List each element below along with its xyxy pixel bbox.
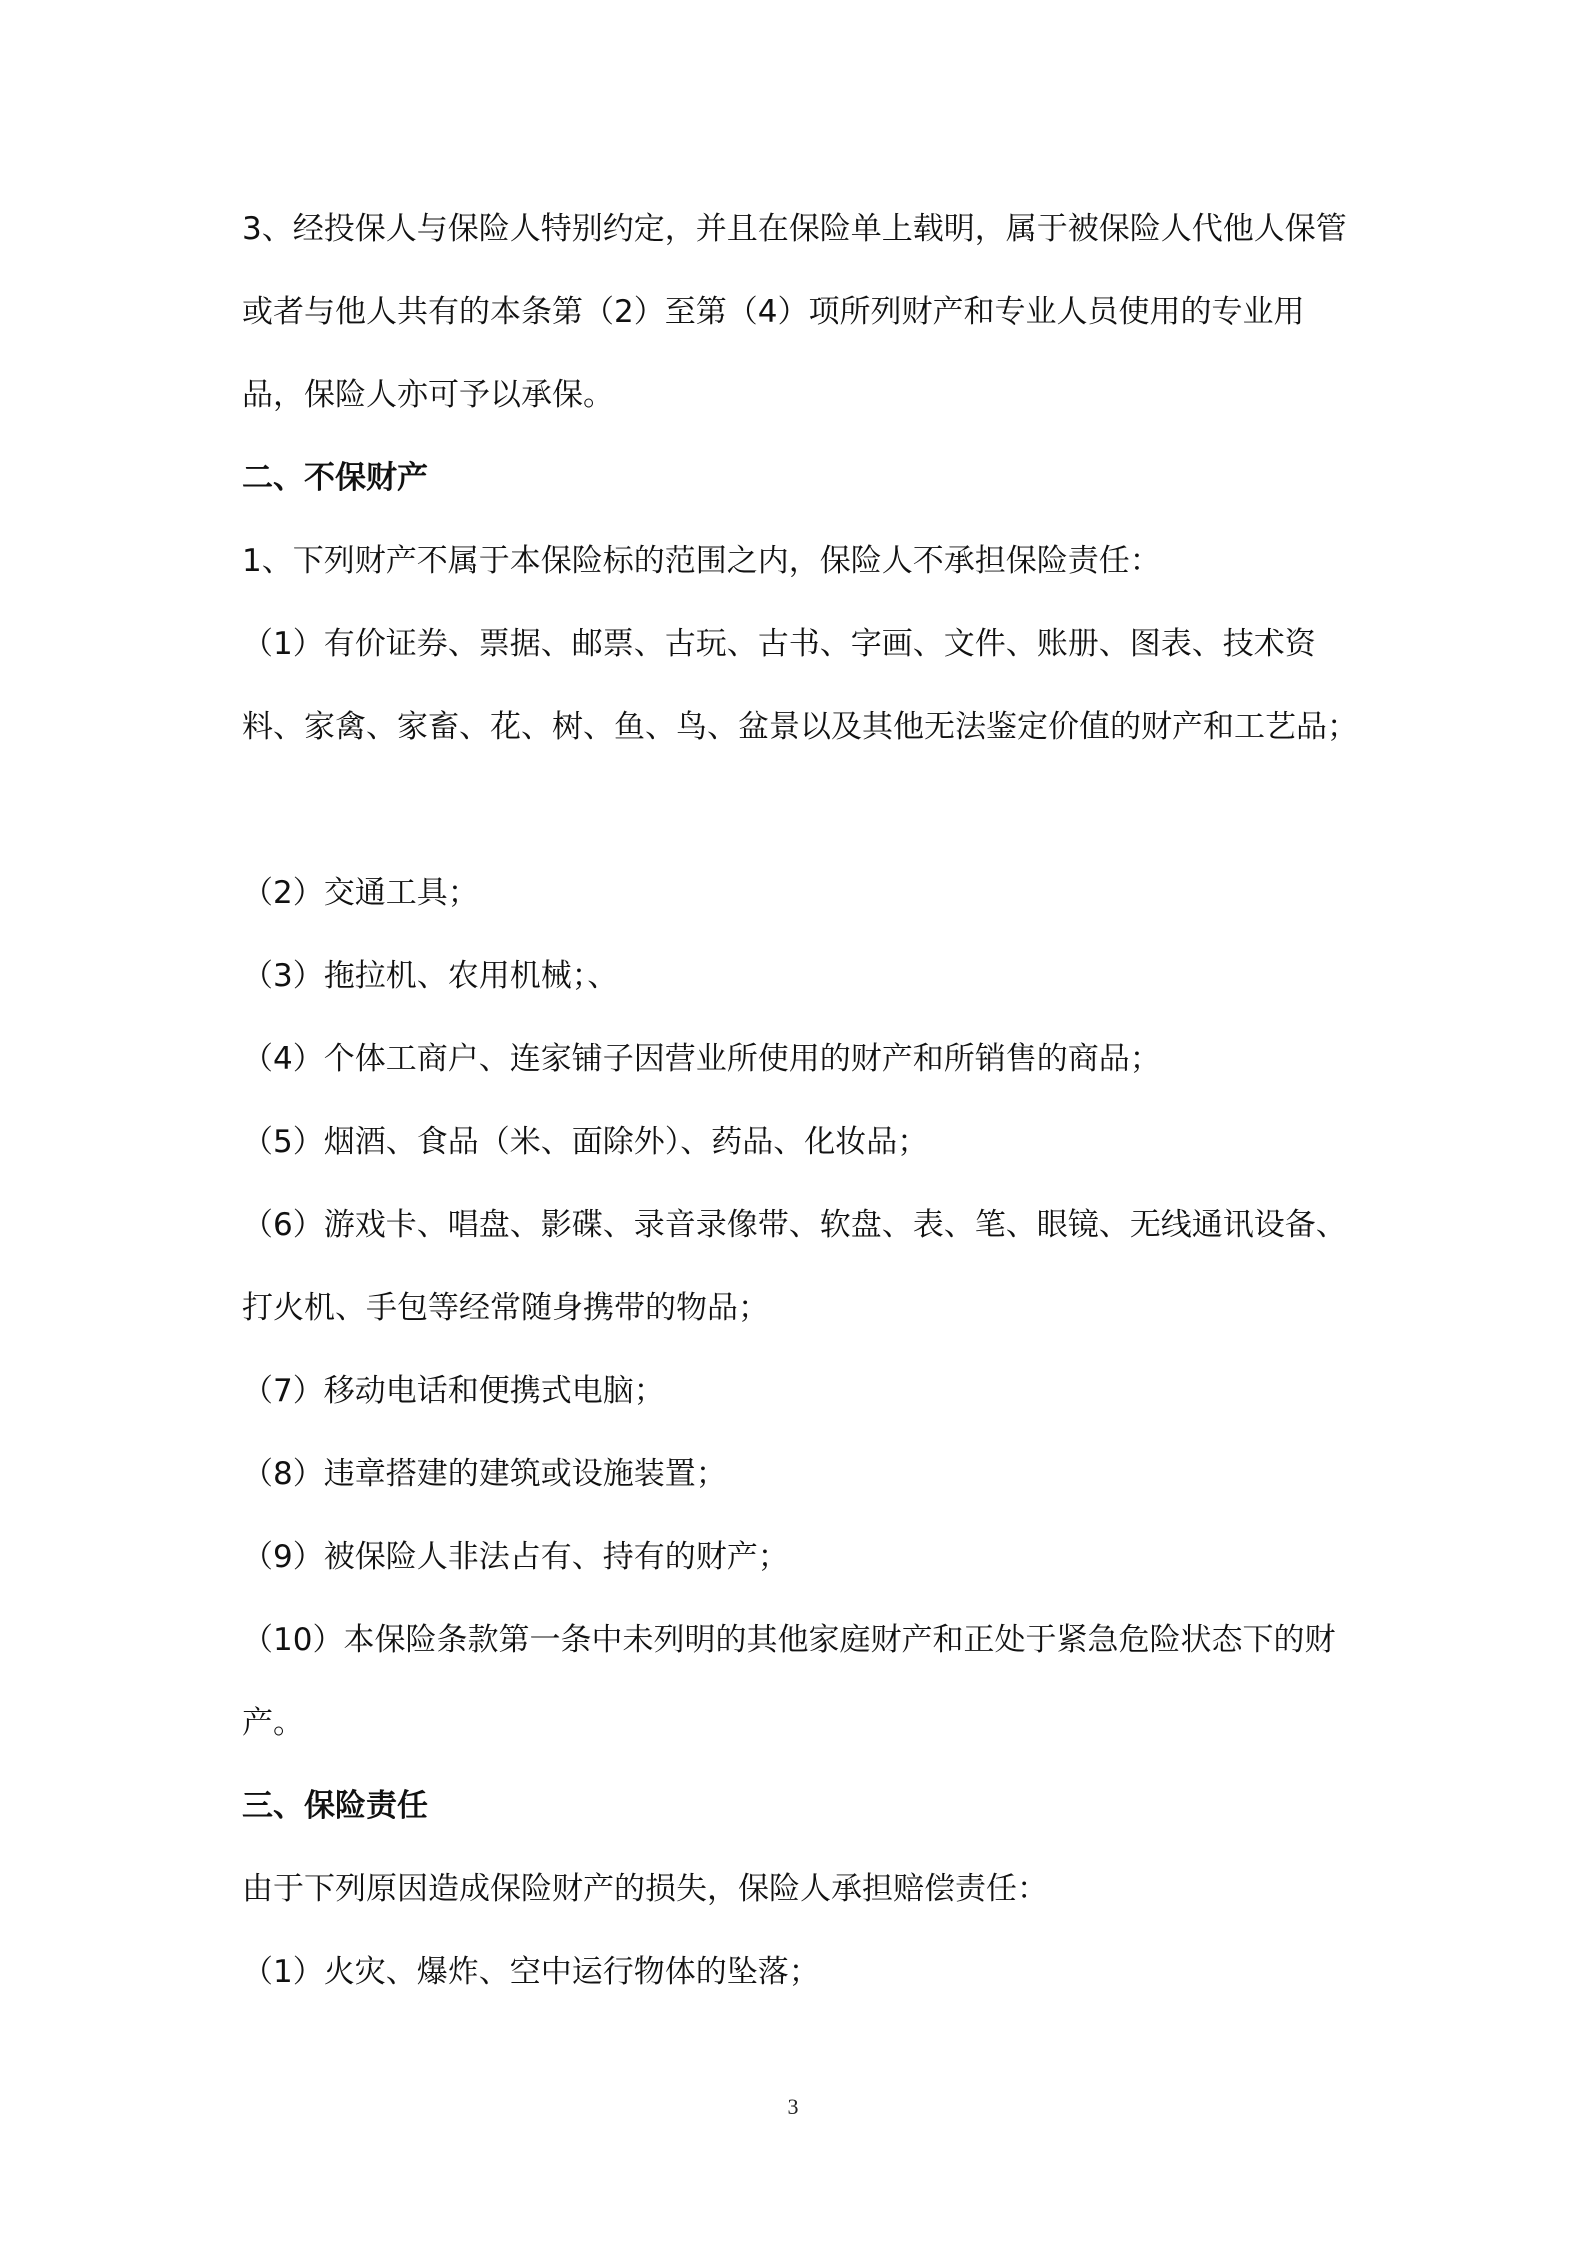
list-item-exclusion-10: （10）本保险条款第一条中未列明的其他家庭财产和正处于紧急危险状态下的财产。 bbox=[242, 1622, 1336, 1741]
list-item-exclusion-2: （2）交通工具； bbox=[242, 875, 479, 911]
page-number: 3 bbox=[787, 2094, 799, 2119]
heading-insurance-liability: 三、保险责任 bbox=[242, 1788, 428, 1824]
paragraph-exclusion-intro: 1、下列财产不属于本保险标的范围之内，保险人不承担保险责任： bbox=[242, 543, 1161, 579]
paragraph-special-agreement: 3、经投保人与保险人特别约定，并且在保险单上载明，属于被保险人代他人保管或者与他人共有的本条第（2）至第（4）项所列财产和专业人员使用的专业用品，保险人亦可予以承保。 bbox=[242, 211, 1347, 413]
list-item-exclusion-3: （3）拖拉机、农用机械；、 bbox=[242, 958, 619, 994]
list-item-exclusion-1: （1）有价证券、票据、邮票、古玩、古书、字画、文件、账册、图表、技术资料、家禽、家畜、花、树、鱼、鸟、盆景以及其他无法鉴定价值的财产和工艺品； bbox=[242, 626, 1358, 745]
list-item-exclusion-8: （8）违章搭建的建筑或设施装置； bbox=[242, 1456, 727, 1492]
heading-excluded-property: 二、不保财产 bbox=[242, 460, 428, 496]
paragraph-liability-intro: 由于下列原因造成保险财产的损失，保险人承担赔偿责任： bbox=[242, 1871, 1048, 1907]
list-item-exclusion-6: （6）游戏卡、唱盘、影碟、录音录像带、软盘、表、笔、眼镜、无线通讯设备、打火机、手包等经常随身携带的物品； bbox=[242, 1207, 1347, 1326]
list-item-exclusion-7: （7）移动电话和便携式电脑； bbox=[242, 1373, 665, 1409]
list-item-exclusion-9: （9）被保险人非法占有、持有的财产； bbox=[242, 1539, 789, 1575]
list-item-exclusion-4: （4）个体工商户、连家铺子因营业所使用的财产和所销售的商品； bbox=[242, 1041, 1161, 1077]
list-item-liability-1: （1）火灾、爆炸、空中运行物体的坠落； bbox=[242, 1954, 820, 1990]
list-item-exclusion-5: （5）烟酒、食品（米、面除外）、药品、化妆品； bbox=[242, 1124, 929, 1160]
